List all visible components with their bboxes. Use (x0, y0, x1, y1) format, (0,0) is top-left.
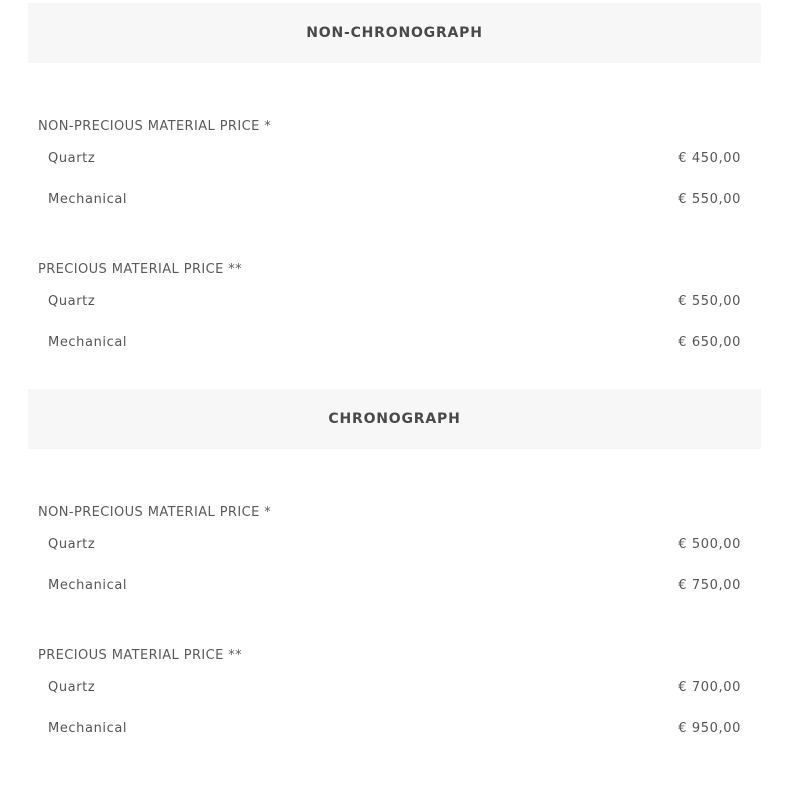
movement-label: Mechanical (48, 721, 128, 736)
price-row (28, 179, 761, 220)
section-body (28, 63, 761, 389)
movement-label: Quartz (48, 294, 96, 309)
group-title: PRECIOUS MATERIAL PRICE ** (38, 648, 243, 663)
movement-label: Mechanical (48, 335, 128, 350)
price-value: € 700,00 (678, 680, 741, 695)
section-header: NON-CHRONOGRAPH (28, 3, 761, 63)
price-row (28, 524, 761, 565)
movement-label: Quartz (48, 537, 96, 552)
price-value: € 500,00 (678, 537, 741, 552)
price-value: € 550,00 (678, 294, 741, 309)
price-row (28, 708, 761, 749)
price-value: € 450,00 (678, 151, 741, 166)
movement-label: Quartz (48, 680, 96, 695)
group-title: NON-PRECIOUS MATERIAL PRICE * (38, 119, 272, 134)
price-group-precious (28, 260, 761, 363)
section-non-chronograph (28, 3, 761, 389)
section-chronograph (28, 389, 761, 775)
price-row (28, 138, 761, 179)
price-group-precious (28, 646, 761, 749)
price-group-non-precious (28, 503, 761, 606)
section-header: CHRONOGRAPH (28, 389, 761, 449)
price-row (28, 281, 761, 322)
price-value: € 650,00 (678, 335, 741, 350)
price-value: € 950,00 (678, 721, 741, 736)
movement-label: Mechanical (48, 192, 128, 207)
movement-label: Mechanical (48, 578, 128, 593)
price-value: € 750,00 (678, 578, 741, 593)
section-body (28, 449, 761, 775)
movement-label: Quartz (48, 151, 96, 166)
price-row (28, 322, 761, 363)
group-title: NON-PRECIOUS MATERIAL PRICE * (38, 505, 272, 520)
price-list (28, 3, 761, 775)
price-row (28, 667, 761, 708)
price-value: € 550,00 (678, 192, 741, 207)
group-title: PRECIOUS MATERIAL PRICE ** (38, 262, 243, 277)
price-group-non-precious (28, 117, 761, 220)
price-row (28, 565, 761, 606)
